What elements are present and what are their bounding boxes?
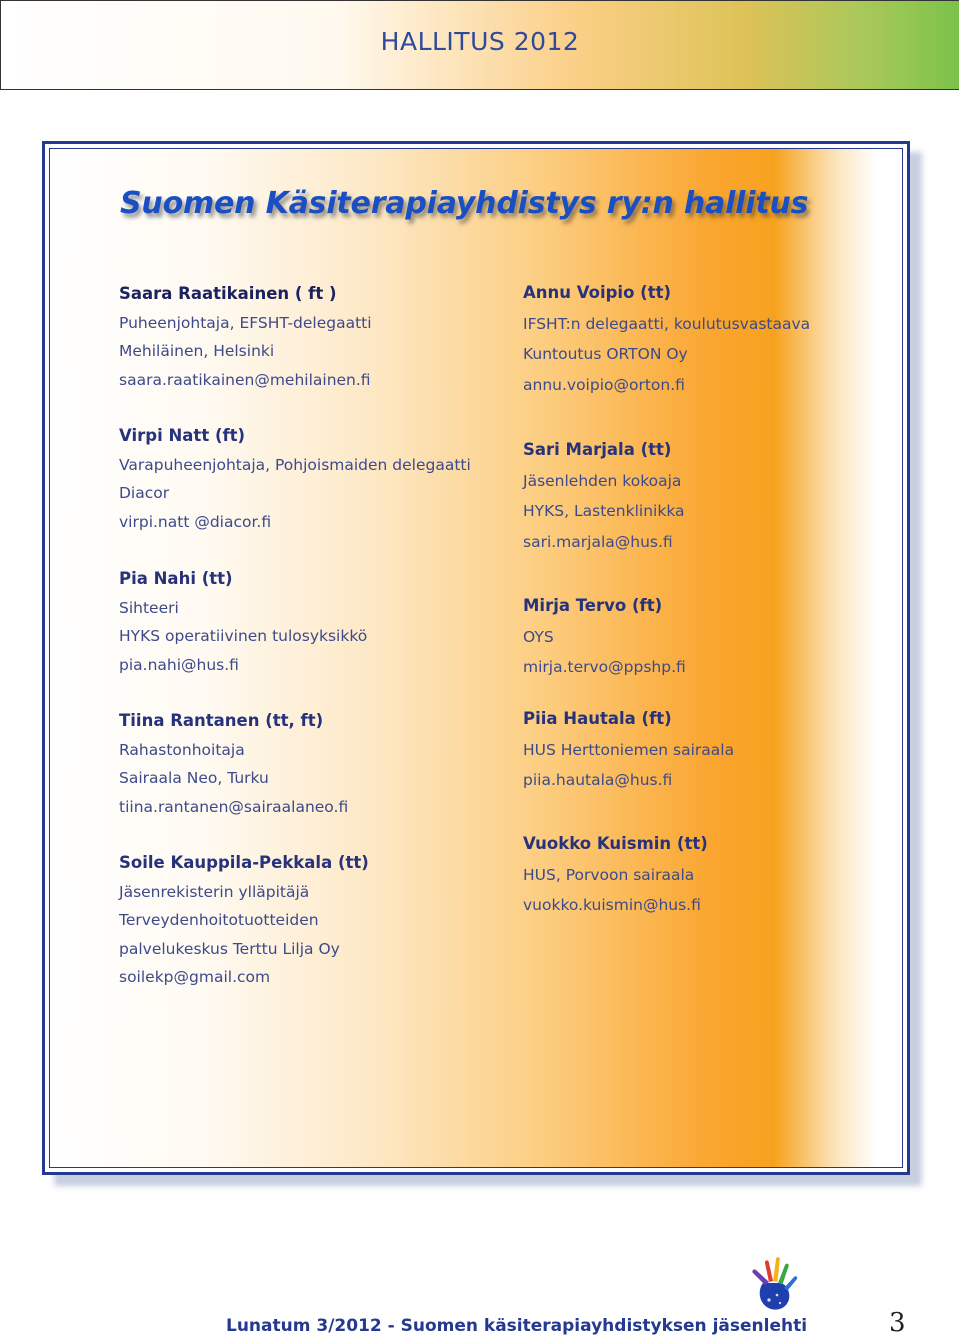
member-role: Varapuheenjohtaja, Pohjoismaiden delegaatti xyxy=(119,455,471,474)
board-member-mirja-tervo xyxy=(523,591,686,683)
board-box xyxy=(42,141,910,1175)
member-role: IFSHT:n delegaatti, koulutusvastaava xyxy=(523,314,811,333)
member-email: soilekp@gmail.com xyxy=(119,968,271,986)
board-member-annu-voipio xyxy=(523,278,810,400)
member-workplace: Kuntoutus ORTON Oy xyxy=(523,345,688,363)
member-workplace: OYS xyxy=(523,627,554,646)
member-name: Saara Raatikainen ( ft ) xyxy=(119,284,337,303)
member-role: Sihteeri xyxy=(119,598,179,617)
footer-publication: Lunatum 3/2012 - Suomen käsiterapiayhdistyksen jäsenlehti xyxy=(226,1316,808,1336)
member-email: virpi.natt @diacor.fi xyxy=(119,512,272,531)
member-email: mirja.tervo@ppshp.fi xyxy=(523,658,686,676)
member-email: annu.voipio@orton.fi xyxy=(523,375,685,394)
member-workplace: HUS Herttoniemen sairaala xyxy=(523,740,735,759)
member-workplace: HUS, Porvoon sairaala xyxy=(523,865,695,884)
member-workplace: palvelukeskus Terttu Lilja Oy xyxy=(119,939,340,958)
member-role: Puheenjohtaja, EFSHT-delegaatti xyxy=(119,313,372,332)
member-name: Mirja Tervo (ft) xyxy=(523,596,663,615)
member-name: Tiina Rantanen (tt, ft) xyxy=(119,711,324,730)
board-member-soile-kauppila-pekkala xyxy=(119,849,369,992)
board-member-vuokko-kuismin xyxy=(523,829,708,921)
member-workplace: HYKS operatiivinen tulosyksikkö xyxy=(119,627,368,645)
member-email: tiina.rantanen@sairaalaneo.fi xyxy=(119,797,349,816)
member-workplace: Terveydenhoitotuotteiden xyxy=(119,911,319,929)
member-name: Sari Marjala (tt) xyxy=(523,440,672,459)
board-member-sari-marjala xyxy=(523,435,685,557)
member-workplace: Sairaala Neo, Turku xyxy=(119,769,269,787)
hand-print-logo-icon xyxy=(747,1253,803,1313)
member-role: Jäsenlehden kokoaja xyxy=(523,471,682,490)
member-name: Annu Voipio (tt) xyxy=(523,283,672,302)
member-name: Virpi Natt (ft) xyxy=(119,426,246,445)
member-name: Soile Kauppila-Pekkala (tt) xyxy=(119,853,369,872)
member-name: Piia Hautala (ft) xyxy=(523,709,672,728)
member-email: vuokko.kuismin@hus.fi xyxy=(523,896,701,914)
board-box-inner xyxy=(49,148,903,1168)
member-role: Jäsenrekisterin ylläpitäjä xyxy=(119,882,310,901)
header-title: HALLITUS 2012 xyxy=(380,27,580,56)
page-number: 3 xyxy=(889,1308,906,1338)
member-workplace: HYKS, Lastenklinikka xyxy=(523,502,685,520)
member-email: saara.raatikainen@mehilainen.fi xyxy=(119,370,371,389)
board-member-piia-hautala xyxy=(523,704,734,796)
member-workplace: Diacor xyxy=(119,484,170,502)
board-title: Suomen Käsiterapiayhdistys ry:n hallitus xyxy=(120,186,809,221)
member-email: sari.marjala@hus.fi xyxy=(523,532,673,551)
board-member-virpi-natt xyxy=(119,422,471,536)
member-name: Vuokko Kuismin (tt) xyxy=(523,834,708,853)
board-member-pia-nahi xyxy=(119,565,367,679)
member-email: pia.nahi@hus.fi xyxy=(119,655,239,674)
board-member-tiina-rantanen xyxy=(119,707,348,821)
member-workplace: Mehiläinen, Helsinki xyxy=(119,342,275,360)
member-name: Pia Nahi (tt) xyxy=(119,569,233,588)
member-email: piia.hautala@hus.fi xyxy=(523,771,673,789)
page-header xyxy=(0,0,959,90)
member-role: Rahastonhoitaja xyxy=(119,740,245,759)
board-member-saara-raatikainen xyxy=(119,280,372,394)
